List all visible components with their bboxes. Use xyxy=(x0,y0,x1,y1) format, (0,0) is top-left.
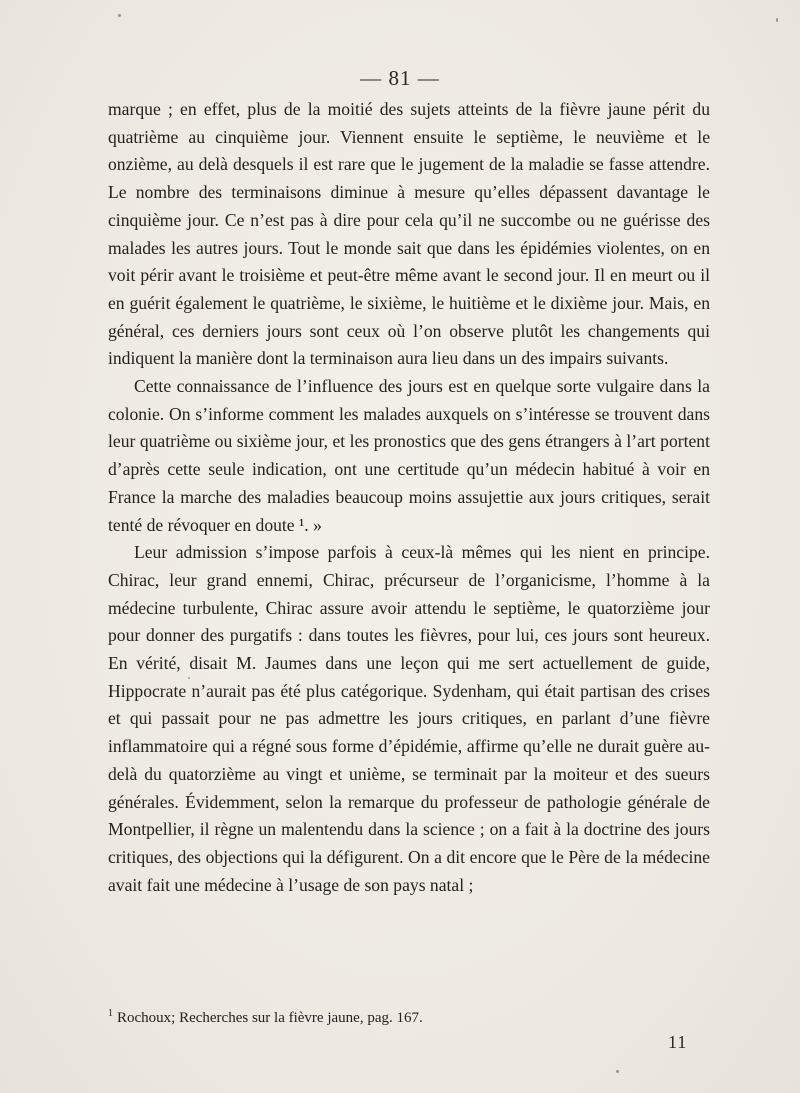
paper-speck xyxy=(188,677,190,679)
signature-mark: 11 xyxy=(668,1032,688,1052)
paragraph: Cette connaissance de l’influence des jours est en quelque sorte vulgaire dans la colonie. On s’informe comment les malades auxquels on s’intéresse se trouvent dans leur quatrième ou sixième jour, et les pronostics que des gens étrangers à l’art portent d’après cette seule indication, ont une certitude qu’un médecin habitué à voir en France la marche des maladies beaucoup moins assujettie aux jours critiques, serait tenté de révoquer en doute ¹. » xyxy=(108,376,710,535)
paper-speck xyxy=(616,1070,619,1073)
page-number: — 81 — xyxy=(360,66,440,90)
footnote-marker: 1 xyxy=(108,1008,113,1019)
footnote xyxy=(108,1008,708,1027)
paper-speck xyxy=(118,14,121,17)
footnote-text: Rochoux; Recherches sur la fièvre jaune, pag. 167. xyxy=(117,1010,423,1026)
paragraph: Leur admission s’impose parfois à ceux-là mêmes qui les nient en principe. Chirac, leur grand ennemi, Chirac, précurseur de l’organicisme, l’homme à la médecine turbulente, Chirac assure avoir attendu le septième, le quatorzième jour pour donner des purgatifs : dans toutes les fièvres, pour lui, ces jours sont heureux. En vérité, disait M. Jaumes dans une leçon qui me sert actuellement de guide, Hippocrate n’aurait pas été plus catégorique. Sydenham, qui était partisan des crises et qui passait pour ne pas admettre les jours critiques, en parlant d’une fièvre inflammatoire qui a régné sous forme d’épidémie, affirme qu’elle ne durait guère au-delà du quatorzième au vingt et unième, se terminait par la moiteur et des sueurs générales. Évidemment, selon la remarque du professeur de pathologie générale de Montpellier, il règne un malentendu dans la science ; on a fait à la doctrine des jours critiques, des objections qui la défigurent. On a dit encore que le Père de la médecine avait fait une médecine à l’usage de son pays natal ; xyxy=(108,542,710,895)
paper-speck xyxy=(776,18,778,22)
paragraph: marque ; en effet, plus de la moitié des sujets atteints de la fièvre jaune périt du quatrième au cinquième jour. Viennent ensuite le septième, le neuvième et le onzième, au delà desquels il est rare que le jugement de la maladie se fasse attendre. Le nombre des terminaisons diminue à mesure qu’elles dépassent davantage le cinquième jour. Ce n’est pas à dire pour cela qu’il ne succombe ou ne guérisse des malades les autres jours. Tout le monde sait que dans les épidémies violentes, on en voit périr avant le troisième et peut-être même avant le second jour. Il en meurt ou il en guérit également le quatrième, le sixième, le huitième et le dixième jour. Mais, en général, ces derniers jours sont ceux où l’on observe plutôt les changements qui indiquent la manière dont la terminaison aura lieu dans un des impairs suivants. xyxy=(108,99,710,369)
body-text xyxy=(108,96,710,899)
